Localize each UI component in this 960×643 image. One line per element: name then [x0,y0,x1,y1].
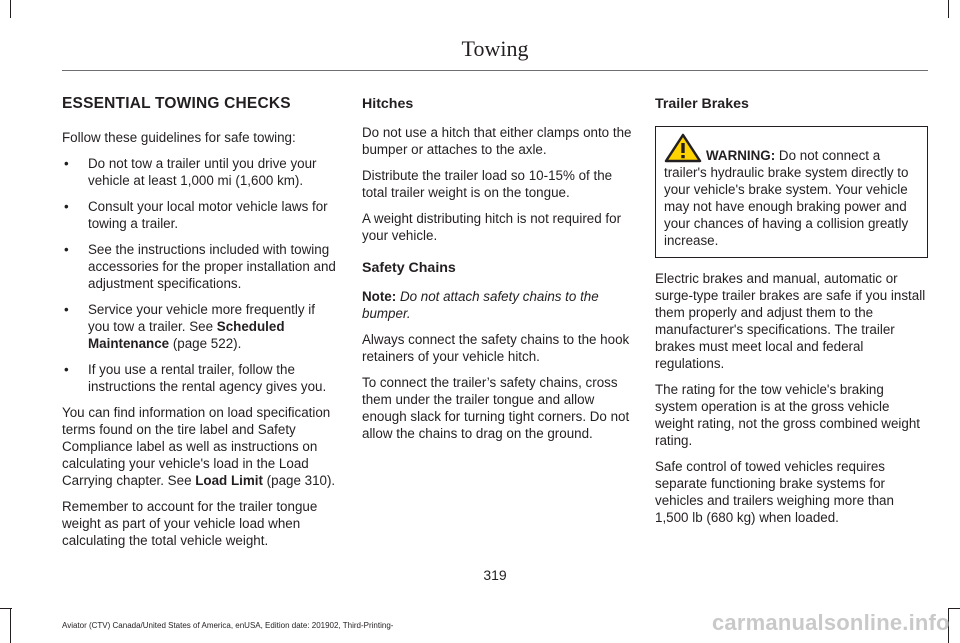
header-divider [62,70,928,71]
section-heading-essential-towing-checks: ESSENTIAL TOWING CHECKS [62,95,291,112]
list-item [62,155,339,189]
section-heading-safety-chains: Safety Chains [362,260,456,276]
brakes-paragraph: Electric brakes and manual, automatic or surge-type trailer brakes are safe if you install them properly and adjust them to the manufacturer's specifications. The trailer brakes must meet local and federal regulations. [655,271,926,371]
tongue-weight-paragraph: Remember to account for the trailer tongue weight as part of your vehicle load when calculating the total vehicle weight. [62,499,318,548]
towing-checklist [62,155,339,395]
section-heading-trailer-brakes: Trailer Brakes [655,96,749,112]
crop-mark-bottom-right-horizontal [948,608,960,609]
edition-footer: Aviator (CTV) Canada/United States of America, enUSA, Edition date: 201902, Third-Printing- [62,621,394,630]
crop-mark-top-left-vertical [10,0,11,18]
hitches-paragraph: Distribute the trailer load so 10-15% of the total trailer weight is on the tongue. [362,168,613,200]
bullet-icon: • [64,242,69,257]
column-essential-towing-checks [62,94,339,558]
load-information-paragraph [62,404,339,489]
list-item-text: See the instructions included with towing accessories for the proper installation and adjustment specifications. [88,242,336,291]
hitches-paragraph: Do not use a hitch that either clamps onto the bumper or attaches to the axle. [362,125,632,157]
warning-triangle-icon [664,133,702,163]
list-item [62,301,339,352]
note-paragraph [362,288,632,322]
list-item-text: Service your vehicle more frequently if you tow a trailer. See [88,302,315,334]
list-item [62,241,339,292]
list-item-text: Do not tow a trailer until you drive your vehicle at least 1,000 mi (1,600 km). [88,156,317,188]
bullet-icon: • [64,362,69,377]
warning-body: Do not connect a trailer's hydraulic brake system directly to your vehicle's brake system. Your vehicle may not have enough braking power and your chances of having a collision greatly increase. [664,148,909,248]
bullet-icon: • [64,199,69,214]
chapter-title: Towing [461,36,529,61]
warning-text [664,133,919,249]
warning-box [655,126,928,258]
brakes-paragraph: Safe control of towed vehicles requires separate functioning brake systems for vehicles and trailers weighing more than 1,500 lb (680 kg) when loaded. [655,459,894,525]
list-item-text: Consult your local motor vehicle laws for towing a trailer. [88,199,328,231]
chains-paragraph: Always connect the safety chains to the hook retainers of your vehicle hitch. [362,332,630,364]
crop-mark-bottom-left-vertical [10,608,11,643]
column-trailer-brakes [655,94,928,535]
brakes-paragraph: The rating for the tow vehicle's braking system operation is at the gross vehicle weight rating, not the gross combined weight rating. [655,382,920,448]
note-label: Note: [362,289,397,304]
chains-paragraph: To connect the trailer’s safety chains, cross them under the trailer tongue and allow enough slack for turning tight corners. Do not allow the chains to drag on the ground. [362,375,630,441]
load-limit-link[interactable]: Load Limit [195,473,263,488]
section-heading-hitches: Hitches [362,96,414,112]
list-item [62,361,339,395]
crop-mark-bottom-left-horizontal [0,608,12,609]
list-item-text: If you use a rental trailer, follow the instructions the rental agency gives you. [88,362,327,394]
column-hitches-and-chains [362,94,632,451]
bullet-icon: • [64,302,69,317]
crop-mark-top-right-vertical [948,0,949,18]
page-reference: (page 310). [262,473,336,488]
scheduled-maintenance-link[interactable]: Scheduled Maintenance [88,319,285,351]
note-text: Do not attach safety chains to the bumper. [362,289,599,321]
warning-label: WARNING: [706,148,776,163]
intro-paragraph: Follow these guidelines for safe towing: [62,130,296,145]
paragraph-text: You can find information on load specification terms found on the tire label and Safety Compliance label as well as instructions on calculating your vehicle's load in the Load Carrying chapter. See [62,405,331,488]
watermark-text: carmanualsonline.info [712,610,950,635]
bullet-icon: • [64,156,69,171]
page-reference: (page 522). [169,336,242,351]
list-item [62,198,339,232]
page-number: 319 [483,567,507,583]
hitches-paragraph: A weight distributing hitch is not required for your vehicle. [362,211,622,243]
